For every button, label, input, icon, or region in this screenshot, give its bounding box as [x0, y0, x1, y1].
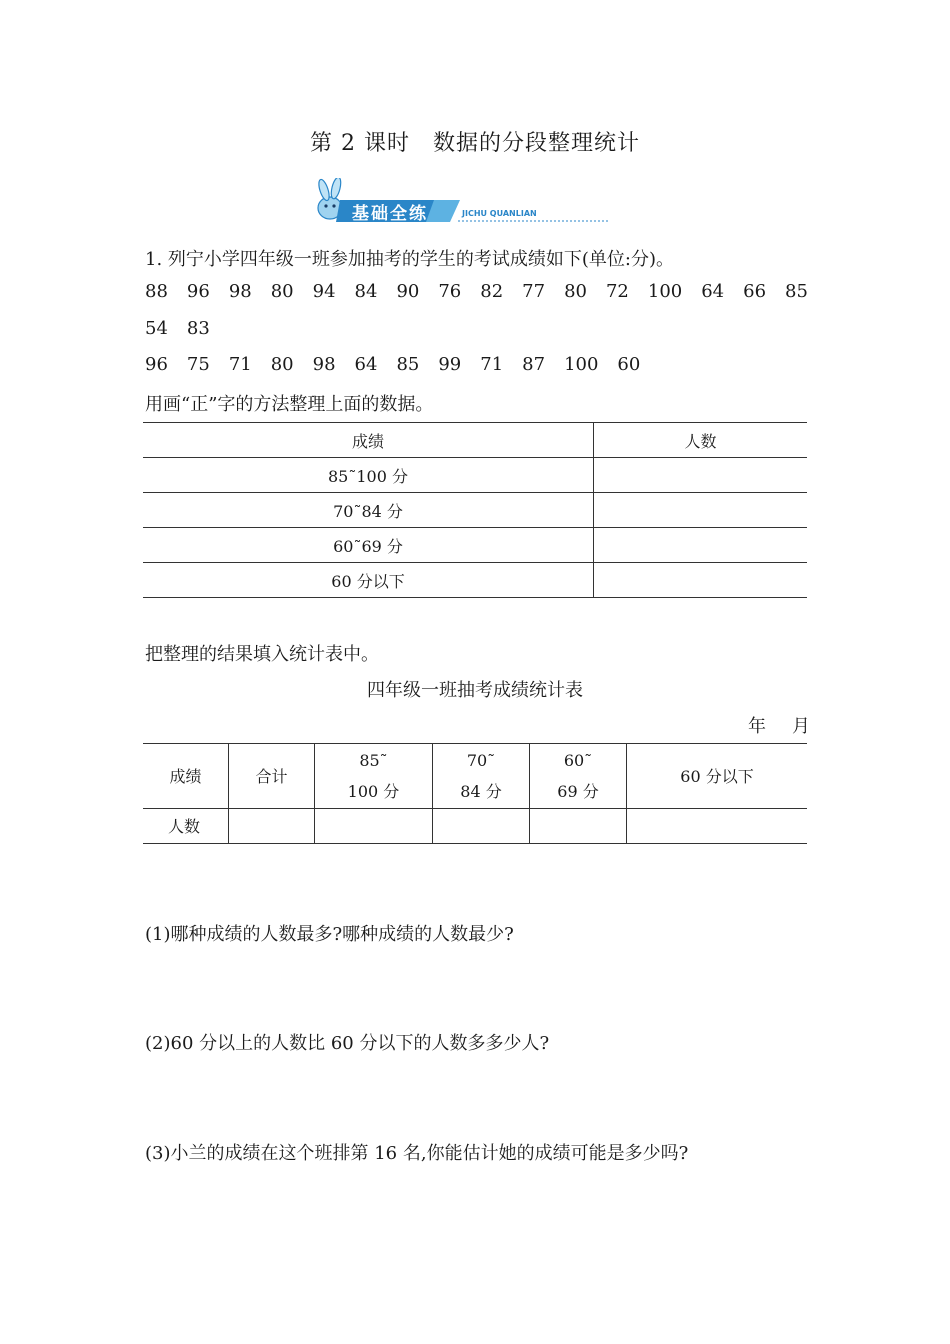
score-value: 85 — [785, 281, 808, 302]
score-value: 80 — [270, 354, 294, 375]
score-value: 100 — [647, 281, 683, 302]
table-row — [143, 458, 807, 493]
range-label: 70˜84 分 — [143, 493, 594, 528]
count-cell[interactable] — [627, 809, 808, 844]
header-range — [315, 744, 433, 809]
count-cell[interactable] — [530, 809, 627, 844]
score-value: 96 — [145, 354, 168, 375]
score-row-1 — [145, 281, 827, 302]
score-value: 82 — [480, 281, 504, 302]
score-value: 77 — [522, 281, 546, 302]
score-value: 64 — [701, 281, 725, 302]
score-value: 94 — [312, 281, 336, 302]
year-label: 年 — [748, 716, 766, 737]
score-value: 76 — [438, 281, 462, 302]
count-cell[interactable] — [229, 809, 315, 844]
score-value: 80 — [564, 281, 587, 302]
fill-instruction: 把整理的结果填入统计表中。 — [145, 644, 379, 665]
score-value: 99 — [438, 354, 462, 375]
question-1-intro: 1. 列宁小学四年级一班参加抽考的学生的考试成绩如下(单位:分)。 — [145, 249, 675, 270]
score-value: 66 — [743, 281, 767, 302]
header-range — [433, 744, 530, 809]
header-range — [530, 744, 627, 809]
table-row — [143, 563, 807, 598]
score-value: 85 — [396, 354, 420, 375]
tally-cell[interactable] — [594, 493, 808, 528]
stat-table-title: 四年级一班抽考成绩统计表 — [367, 680, 583, 701]
table-row — [143, 493, 807, 528]
score-value: 60 — [617, 354, 641, 375]
header-score: 成绩 — [143, 744, 229, 809]
score-value: 71 — [480, 354, 504, 375]
table-row — [143, 744, 807, 809]
range-top: 85˜ — [359, 751, 388, 770]
count-cell[interactable] — [433, 809, 530, 844]
month-label: 月 — [792, 716, 810, 737]
banner-pinyin: JICHU QUANLIAN — [462, 209, 537, 218]
table-row — [143, 528, 807, 563]
header-below-60: 60 分以下 — [627, 744, 808, 809]
tally-cell[interactable] — [594, 458, 808, 493]
row-label-count: 人数 — [143, 809, 229, 844]
score-value: 54 — [145, 318, 168, 339]
score-value: 71 — [228, 354, 252, 375]
score-row-2 — [145, 318, 229, 339]
stat-table — [143, 743, 807, 844]
range-bottom: 84 分 — [460, 782, 502, 801]
range-label: 85˜100 分 — [143, 458, 594, 493]
table-row — [143, 809, 807, 844]
range-bottom: 69 分 — [557, 782, 599, 801]
score-value: 100 — [564, 354, 599, 375]
banner-label: 基础全练 — [352, 204, 428, 224]
count-cell[interactable] — [315, 809, 433, 844]
header-score: 成绩 — [143, 423, 594, 458]
score-value: 98 — [228, 281, 252, 302]
range-top: 70˜ — [466, 751, 496, 770]
score-value: 83 — [186, 318, 210, 339]
page-title: 第 2 课时 数据的分段整理统计 — [310, 131, 640, 156]
sub-question-1: (1)哪种成绩的人数最多?哪种成绩的人数最少? — [145, 924, 514, 945]
tally-cell[interactable] — [594, 528, 808, 563]
date-line — [748, 712, 810, 738]
score-value: 88 — [145, 281, 168, 302]
range-top: 60˜ — [563, 751, 593, 770]
score-value: 84 — [354, 281, 378, 302]
range-label: 60 分以下 — [143, 563, 594, 598]
score-value: 64 — [354, 354, 378, 375]
sub-question-3: (3)小兰的成绩在这个班排第 16 名,你能估计她的成绩可能是多少吗? — [145, 1143, 689, 1164]
range-bottom: 100 分 — [347, 782, 400, 801]
header-count: 人数 — [594, 423, 808, 458]
tally-cell[interactable] — [594, 563, 808, 598]
score-value: 75 — [186, 354, 210, 375]
sub-question-2: (2)60 分以上的人数比 60 分以下的人数多多少人? — [145, 1033, 550, 1054]
tally-table — [143, 422, 807, 598]
score-value: 80 — [270, 281, 294, 302]
table-row — [143, 423, 807, 458]
score-row-3 — [145, 354, 659, 375]
range-label: 60˜69 分 — [143, 528, 594, 563]
score-value: 90 — [396, 281, 420, 302]
score-value: 72 — [605, 281, 629, 302]
score-value: 98 — [312, 354, 336, 375]
score-value: 87 — [522, 354, 546, 375]
header-total: 合计 — [229, 744, 315, 809]
tally-instruction: 用画“正”字的方法整理上面的数据。 — [145, 394, 434, 415]
section-banner — [310, 178, 615, 226]
score-value: 96 — [186, 281, 210, 302]
